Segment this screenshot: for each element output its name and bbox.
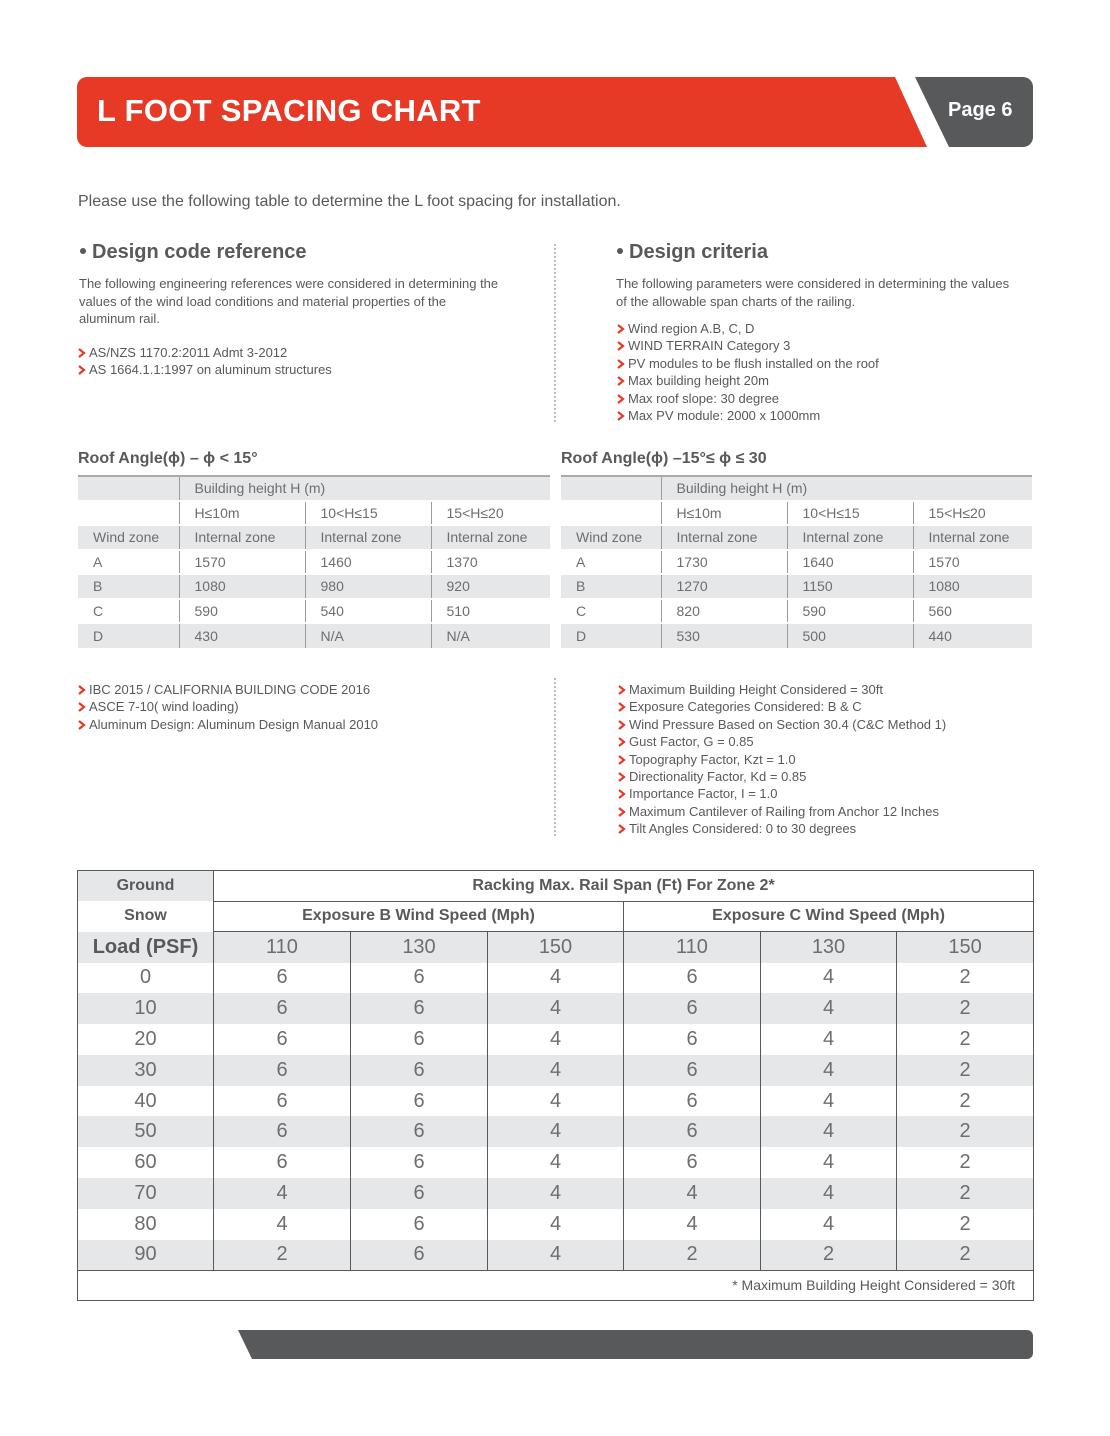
roof-angle-right-title: Roof Angle(ϕ) –15°≤ ϕ ≤ 30: [561, 450, 767, 467]
design-code-text: The following engineering references were considered in determining the values of the wind load conditions and material properties of the aluminum rail.: [79, 276, 499, 326]
list-item: Wind Pressure Based on Section 30.4 (C&C Method 1): [617, 716, 946, 733]
chevron-right-icon: [616, 359, 625, 369]
table-row: C 590 540 510: [78, 599, 550, 624]
speed-col: 150: [488, 932, 624, 963]
zone-type: Internal zone: [913, 525, 1032, 550]
chevron-right-icon: [616, 341, 625, 351]
bullet-icon: [617, 248, 623, 254]
header-snow: Snow: [78, 901, 214, 932]
table-row: 80 4 6 4 4 4 2: [78, 1209, 1034, 1240]
intro-text: Please use the following table to determine the L foot spacing for installation.: [78, 193, 621, 210]
design-code-list: [77, 344, 332, 379]
wind-zone-header: Wind zone: [561, 525, 661, 550]
chevron-right-icon: [617, 755, 626, 765]
exposure-c-header: Exposure C Wind Speed (Mph): [624, 901, 1034, 932]
design-criteria-text: The following parameters were considered in determining the values of the allowable span charts of the railing.: [616, 276, 1010, 309]
page-number: Page 6: [948, 99, 1013, 121]
chevron-right-icon: [617, 789, 626, 799]
list-item: IBC 2015 / CALIFORNIA BUILDING CODE 2016: [77, 681, 378, 698]
chevron-right-icon: [77, 702, 86, 712]
chevron-right-icon: [77, 365, 86, 375]
us-criteria-list: [617, 681, 946, 838]
table-row: 0 6 6 4 6 4 2: [78, 963, 1034, 994]
table-footnote: * Maximum Building Height Considered = 30ft: [78, 1270, 1034, 1300]
roof-table-left: [78, 475, 550, 648]
chevron-right-icon: [616, 324, 625, 334]
list-item: PV modules to be flush installed on the roof: [616, 355, 879, 372]
chevron-right-icon: [616, 394, 625, 404]
zone-type: Internal zone: [305, 525, 431, 550]
chevron-right-icon: [617, 737, 626, 747]
table-row: 90 2 6 4 2 2 2: [78, 1240, 1034, 1271]
height-col: H≤10m: [661, 501, 787, 526]
bullet-icon: [80, 248, 86, 254]
chevron-right-icon: [77, 685, 86, 695]
chevron-right-icon: [616, 411, 625, 421]
table-row: C 820 590 560: [561, 599, 1032, 624]
height-col: H≤10m: [179, 501, 305, 526]
roof-angle-left-title: Roof Angle(ϕ) – ϕ < 15°: [78, 450, 258, 467]
table-row: 50 6 6 4 6 4 2: [78, 1116, 1034, 1147]
building-height-label: Building height H (m): [179, 476, 550, 501]
page-title: L FOOT SPACING CHART: [97, 93, 481, 128]
column-divider: [554, 678, 556, 836]
table-row: B 1080 980 920: [78, 574, 550, 599]
list-item: AS/NZS 1170.2:2011 Admt 3-2012: [77, 344, 332, 361]
table-row: A 1730 1640 1570: [561, 550, 1032, 575]
table-row: 10 6 6 4 6 4 2: [78, 993, 1034, 1024]
chevron-right-icon: [617, 824, 626, 834]
chevron-right-icon: [617, 807, 626, 817]
list-item: Importance Factor, I = 1.0: [617, 785, 946, 802]
list-item: WIND TERRAIN Category 3: [616, 337, 879, 354]
list-item: Aluminum Design: Aluminum Design Manual 2010: [77, 716, 378, 733]
rail-span-title: Racking Max. Rail Span (Ft) For Zone 2*: [214, 871, 1034, 902]
chevron-right-icon: [77, 720, 86, 730]
list-item: ASCE 7-10( wind loading): [77, 698, 378, 715]
exposure-b-header: Exposure B Wind Speed (Mph): [214, 901, 624, 932]
zone-type: Internal zone: [431, 525, 550, 550]
chevron-right-icon: [617, 702, 626, 712]
height-col: 10<H≤15: [787, 501, 913, 526]
speed-col: 150: [897, 932, 1034, 963]
zone-type: Internal zone: [179, 525, 305, 550]
table-row: 60 6 6 4 6 4 2: [78, 1147, 1034, 1178]
building-height-label: Building height H (m): [661, 476, 1032, 501]
header-ground: Ground: [78, 871, 214, 902]
list-item: Maximum Cantilever of Railing from Anchor 12 Inches: [617, 803, 946, 820]
column-divider: [554, 244, 556, 422]
speed-col: 110: [624, 932, 761, 963]
list-item: Maximum Building Height Considered = 30ft: [617, 681, 946, 698]
list-item: Topography Factor, Kzt = 1.0: [617, 751, 946, 768]
table-row: B 1270 1150 1080: [561, 574, 1032, 599]
list-item: Max building height 20m: [616, 372, 879, 389]
speed-col: 130: [351, 932, 488, 963]
design-code-heading: Design code reference: [80, 241, 307, 264]
chevron-right-icon: [77, 348, 86, 358]
rail-span-table: [77, 870, 1034, 1301]
table-row: 20 6 6 4 6 4 2: [78, 1024, 1034, 1055]
table-row: 30 6 6 4 6 4 2: [78, 1055, 1034, 1086]
table-row: A 1570 1460 1370: [78, 550, 550, 575]
us-codes-list: [77, 681, 378, 733]
table-row: 40 6 6 4 6 4 2: [78, 1086, 1034, 1117]
chevron-right-icon: [617, 720, 626, 730]
list-item: Wind region A.B, C, D: [616, 320, 879, 337]
chevron-right-icon: [616, 376, 625, 386]
height-col: 10<H≤15: [305, 501, 431, 526]
list-item: Exposure Categories Considered: B & C: [617, 698, 946, 715]
zone-type: Internal zone: [787, 525, 913, 550]
list-item: Max PV module: 2000 x 1000mm: [616, 407, 879, 424]
table-row: D 430 N/A N/A: [78, 623, 550, 648]
design-criteria-list: [616, 320, 879, 424]
zone-type: Internal zone: [661, 525, 787, 550]
list-item: Max roof slope: 30 degree: [616, 390, 879, 407]
height-col: 15<H≤20: [913, 501, 1032, 526]
speed-col: 130: [761, 932, 897, 963]
footer-bar: [238, 1330, 1033, 1359]
chevron-right-icon: [617, 685, 626, 695]
design-criteria-heading: Design criteria: [617, 241, 768, 264]
wind-zone-header: Wind zone: [78, 525, 179, 550]
list-item: Gust Factor, G = 0.85: [617, 733, 946, 750]
list-item: Tilt Angles Considered: 0 to 30 degrees: [617, 820, 946, 837]
list-item: Directionality Factor, Kd = 0.85: [617, 768, 946, 785]
height-col: 15<H≤20: [431, 501, 550, 526]
speed-col: 110: [214, 932, 351, 963]
header-load: Load (PSF): [78, 932, 214, 963]
chevron-right-icon: [617, 772, 626, 782]
table-row: 70 4 6 4 4 4 2: [78, 1178, 1034, 1209]
roof-table-right: [561, 475, 1032, 648]
table-row: D 530 500 440: [561, 623, 1032, 648]
list-item: AS 1664.1.1:1997 on aluminum structures: [77, 361, 332, 378]
